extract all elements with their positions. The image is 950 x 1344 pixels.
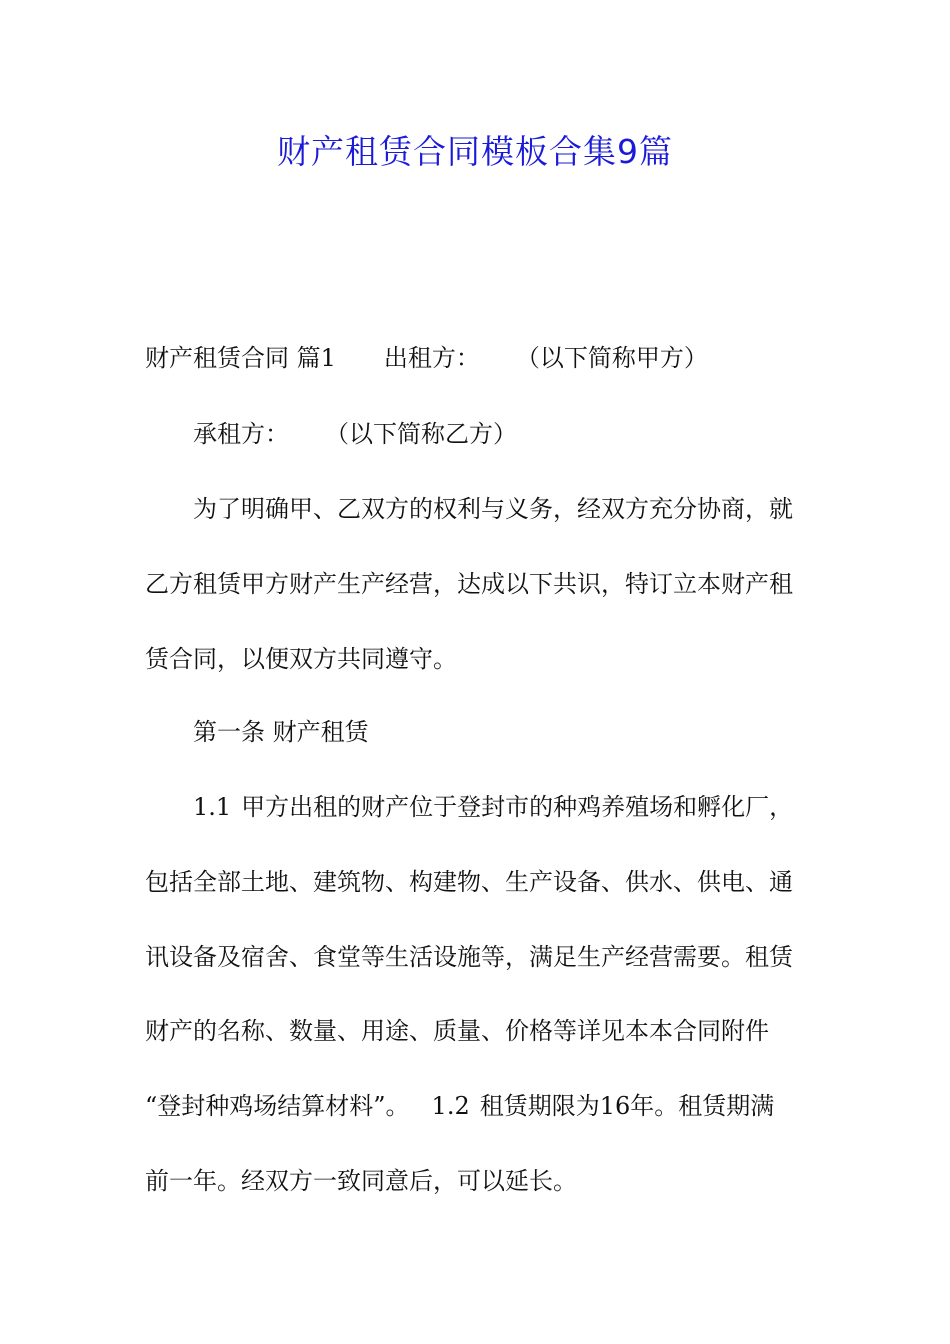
clause-number: 1.2 xyxy=(431,1092,470,1120)
document-title: 财产租赁合同模板合集9篇 xyxy=(277,132,673,171)
clause-number: 1.1 xyxy=(193,793,232,821)
lessor-label: 出租方： xyxy=(383,344,480,372)
clause-text: 甲方出租的财产位于登封市的种鸡养殖场和孵化厂， xyxy=(241,793,794,821)
contract-head-line xyxy=(145,340,815,376)
clause-line xyxy=(193,789,863,825)
clause-line: 包括全部土地、建筑物、构建物、生产设备、供水、供电、通 xyxy=(145,868,793,896)
intro-paragraph-line: 为了明确甲、乙双方的权利与义务，经双方充分协商，就 xyxy=(193,495,793,523)
clause-line: 讯设备及宿舍、食堂等生活设施等，满足生产经营需要。租赁 xyxy=(145,943,793,971)
clause-line xyxy=(145,1088,815,1124)
article-heading: 第一条 财产租赁 xyxy=(193,718,369,746)
intro-paragraph-line: 乙方租赁甲方财产生产经营，达成以下共识，特订立本财产租 xyxy=(145,570,793,598)
clause-text: 租赁期限为16年。租赁期满 xyxy=(479,1092,775,1120)
section-label: 篇1 xyxy=(296,344,336,372)
lessee-note: （以下简称乙方） xyxy=(325,420,517,448)
clause-text: “登封种鸡场结算材料”。 xyxy=(145,1092,410,1120)
intro-paragraph-line: 赁合同，以便双方共同遵守。 xyxy=(145,645,457,673)
lessee-line xyxy=(193,416,863,452)
lessee-label: 承租方： xyxy=(193,420,289,448)
contract-name: 财产租赁合同 xyxy=(145,344,289,372)
lessor-note: （以下简称甲方） xyxy=(515,344,708,372)
clause-line: 前一年。经双方一致同意后，可以延长。 xyxy=(145,1167,577,1195)
clause-line: 财产的名称、数量、用途、质量、价格等详见本本合同附件 xyxy=(145,1017,769,1045)
